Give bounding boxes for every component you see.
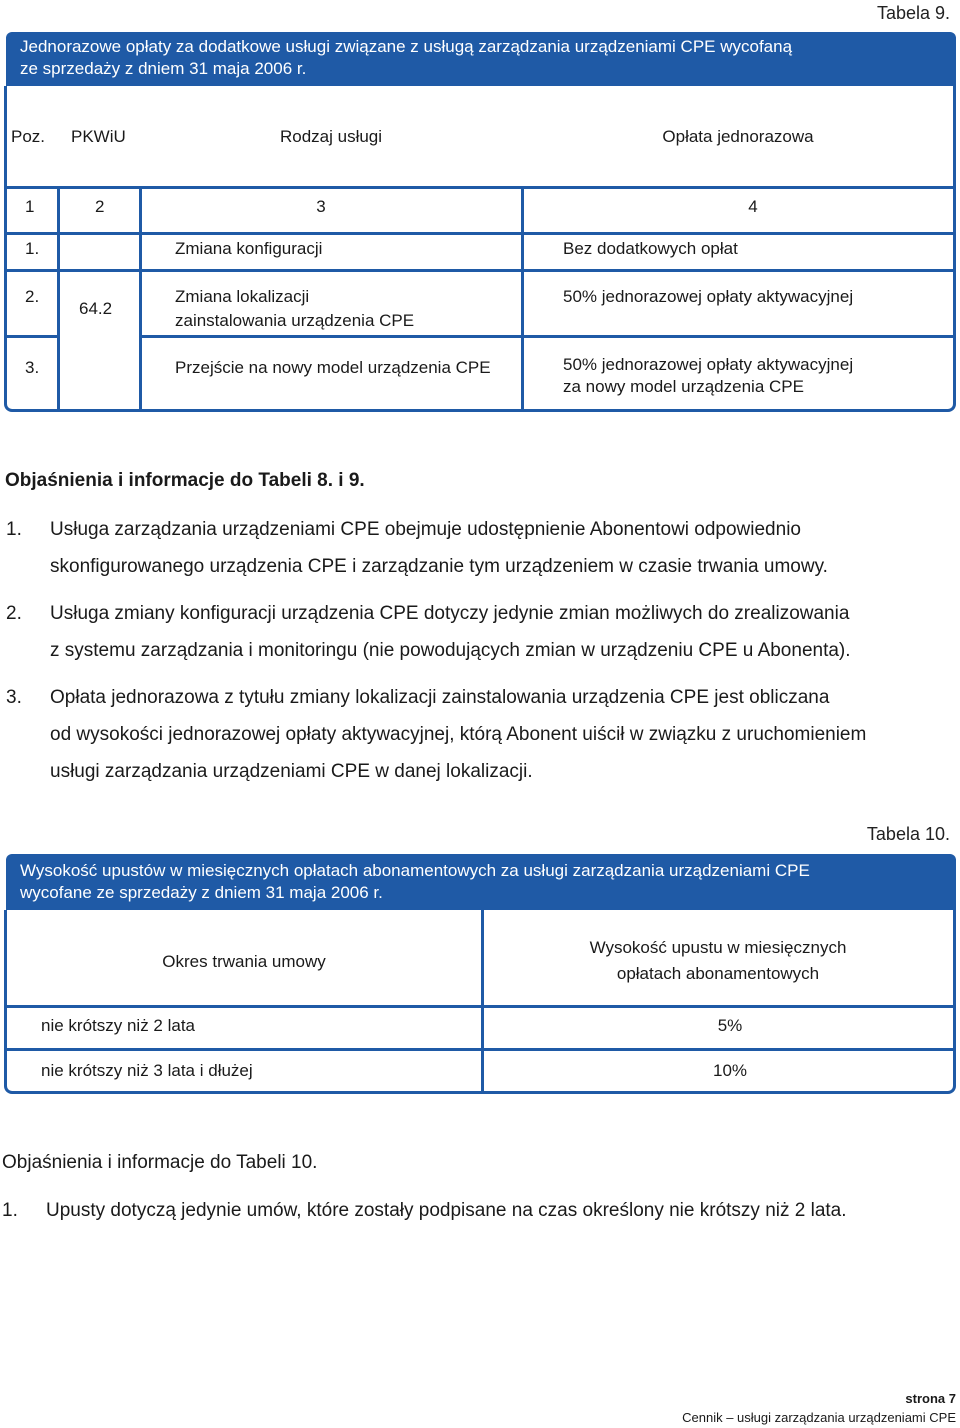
table9-title-line1: Jednorazowe opłaty za dodatkowe usługi związane z usługą zarządzania urządzeniami CPE wycofaną — [20, 37, 793, 56]
table9-header-poz: Poz. — [11, 127, 46, 146]
table10-row1-okres: nie krótszy niż 2 lata — [41, 1016, 196, 1035]
explanation9-item-2 — [6, 595, 936, 669]
explanation9-item-1-line1: Usługa zarządzania urządzeniami CPE obejmuje udostępnienie Abonentowi odpowiednio — [50, 519, 801, 540]
table9-label: Tabela 9. — [876, 3, 950, 23]
table9-title — [6, 32, 956, 86]
explanation9-item-2-num: 2. — [6, 603, 22, 624]
table9-colnum-3: 3 — [316, 197, 326, 216]
explanations10-heading: Objaśnienia i informacje do Tabeli 10. — [2, 1152, 318, 1173]
table9-divider — [7, 186, 953, 189]
table10-divider — [7, 1048, 953, 1051]
table9-colnum-1: 1 — [25, 197, 35, 216]
table9-title-line2: ze sprzedaży z dniem 31 maja 2006 r. — [20, 59, 307, 78]
table9-col-separator — [139, 186, 142, 409]
table10-title — [6, 854, 956, 910]
table10 — [4, 910, 956, 1094]
explanation9-item-1-line2: skonfigurowanego urządzenia CPE i zarządzanie tym urządzeniem w czasie trwania umowy. — [50, 556, 828, 577]
explanation10-item-1-text: Upusty dotyczą jedynie umów, które zostały podpisane na czas określony nie krótszy niż 2 lata. — [46, 1200, 847, 1221]
table10-title-line1: Wysokość upustów w miesięcznych opłatach abonamentowych za usługi zarządzania urządzeniami CPE — [20, 861, 810, 880]
table9-row3-poz: 3. — [25, 358, 40, 377]
explanation9-item-3-line2: od wysokości jednorazowej opłaty aktywacyjnej, którą Abonent uiścił w związku z uruchomieniem — [50, 724, 867, 745]
table9-divider — [142, 335, 953, 338]
table10-title-line2: wycofane ze sprzedaży z dniem 31 maja 2006 r. — [20, 883, 383, 902]
table10-divider — [7, 1005, 953, 1008]
table10-header-okres: Okres trwania umowy — [162, 952, 326, 971]
table9-divider — [7, 335, 57, 338]
table10-row1-upust: 5% — [717, 1016, 743, 1035]
explanation9-item-2-line2: z systemu zarządzania i monitoringu (nie powodujących zmian w urządzeniu CPE u Abonenta). — [50, 640, 851, 661]
table9-header-rodzaj: Rodzaj usługi — [279, 127, 383, 146]
table9-divider — [7, 232, 953, 235]
table9-row2-rodzaj-line1: Zmiana lokalizacji — [175, 287, 310, 306]
table10-label: Tabela 10. — [866, 824, 950, 844]
footer-document-title: Cennik – usługi zarządzania urządzeniami CPE — [682, 1410, 956, 1425]
table9-header-oplata: Opłata jednorazowa — [662, 127, 814, 146]
table9-col-separator — [521, 186, 524, 409]
table9-colnum-4: 4 — [748, 197, 758, 216]
table9-pkwiu-value: 64.2 — [79, 299, 113, 318]
explanations9-heading: Objaśnienia i informacje do Tabeli 8. i 9. — [5, 470, 365, 491]
table9-row1-oplata: Bez dodatkowych opłat — [563, 239, 738, 258]
explanation9-item-3-num: 3. — [6, 687, 22, 708]
table9-row3-rodzaj: Przejście na nowy model urządzenia CPE — [175, 358, 491, 377]
table9-row2-rodzaj-line2: zainstalowania urządzenia CPE — [175, 311, 415, 330]
explanation9-item-3-line3: usługi zarządzania urządzeniami CPE w danej lokalizacji. — [50, 761, 533, 782]
table9-divider — [7, 269, 953, 272]
table9-row2-oplata: 50% jednorazowej opłaty aktywacyjnej — [563, 287, 854, 306]
explanation9-item-2-line1: Usługa zmiany konfiguracji urządzenia CPE dotyczy jedynie zmian możliwych do zrealizowania — [50, 603, 850, 624]
explanation9-item-3 — [6, 679, 936, 790]
table9 — [4, 86, 956, 412]
table9-row1-rodzaj: Zmiana konfiguracji — [175, 239, 323, 258]
table10-row2-okres: nie krótszy niż 3 lata i dłużej — [41, 1061, 253, 1080]
footer-page-number: strona 7 — [905, 1391, 956, 1406]
table9-col-separator — [57, 186, 60, 409]
explanation9-item-3-line1: Opłata jednorazowa z tytułu zmiany lokalizacji zainstalowania urządzenia CPE jest obliczana — [50, 687, 830, 708]
table10-header-upust-line1: Wysokość upustu w miesięcznych — [589, 938, 847, 957]
explanation9-item-1-num: 1. — [6, 519, 22, 540]
table9-colnum-2: 2 — [95, 197, 105, 216]
table9-row3-oplata-line2: za nowy model urządzenia CPE — [563, 377, 804, 396]
table9-row3-oplata-line1: 50% jednorazowej opłaty aktywacyjnej — [563, 355, 854, 374]
table10-row2-upust: 10% — [712, 1061, 748, 1080]
table9-row1-poz: 1. — [25, 239, 40, 258]
table9-header-pkwiu: PKWiU — [71, 127, 126, 146]
explanation10-item-1-num: 1. — [2, 1200, 18, 1221]
table10-header-upust-line2: opłatach abonamentowych — [616, 964, 820, 983]
explanation10-item-1 — [2, 1192, 942, 1229]
table9-row2-poz: 2. — [25, 287, 40, 306]
explanation9-item-1 — [6, 511, 936, 585]
